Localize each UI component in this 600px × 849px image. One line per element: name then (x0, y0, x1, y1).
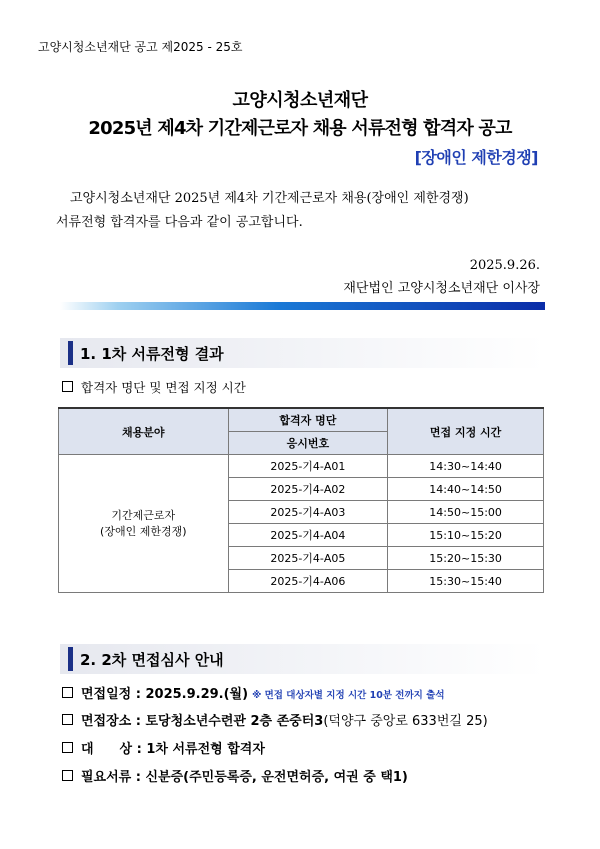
section-2-title: 2. 2차 면접심사 안내 (80, 651, 224, 669)
checkbox-square-icon (62, 381, 73, 392)
checkbox-square-icon (62, 742, 73, 753)
intro-line-2: 서류전형 합격자를 다음과 같이 공고합니다. (56, 215, 303, 230)
recruitment-field-line-1: 기간제근로자 (111, 508, 176, 522)
interview-place-item (62, 710, 488, 729)
passer-table (58, 407, 544, 593)
issuer-name: 재단법인 고양시청소년재단 이사장 (343, 281, 540, 296)
interview-schedule-item (62, 683, 445, 702)
competition-type-subtitle: [장애인 제한경쟁] (414, 148, 538, 167)
interview-target-text: 대 상 : 1차 서류전형 합격자 (81, 742, 265, 757)
table-caption (62, 378, 246, 396)
interview-time-cell: 14:30~14:40 (388, 455, 544, 478)
notice-number: 고양시청소년재단 공고 제2025 - 25호 (38, 40, 243, 54)
gradient-divider (60, 302, 545, 310)
checkbox-square-icon (62, 714, 73, 725)
checkbox-square-icon (62, 770, 73, 781)
interview-schedule-text: 면접일정 : 2025.9.29.(월) (81, 687, 249, 702)
column-header-field: 채용분야 (59, 408, 229, 455)
exam-number-cell: 2025-기4-A06 (228, 570, 388, 593)
table-caption-text: 합격자 명단 및 면접 지정 시간 (81, 380, 246, 395)
exam-number-cell: 2025-기4-A01 (228, 455, 388, 478)
column-header-interview-time: 면접 지정 시간 (388, 408, 544, 455)
exam-number-cell: 2025-기4-A05 (228, 547, 388, 570)
announcement-date: 2025.9.26. (469, 258, 540, 273)
table-row (59, 455, 544, 478)
interview-place-text: 면접장소 : 토당청소년수련관 2층 존중터3 (81, 714, 324, 729)
column-header-passers: 합격자 명단 (228, 408, 388, 432)
column-header-exam-number: 응시번호 (228, 432, 388, 455)
intro-line-1: 고양시청소년재단 2025년 제4차 기간제근로자 채용(장애인 제한경쟁) (70, 191, 469, 206)
page-title: 2025년 제4차 기간제근로자 채용 서류전형 합격자 공고 (88, 118, 512, 139)
section-marker (68, 341, 73, 365)
section-2-header (60, 644, 545, 674)
interview-target-item (62, 738, 265, 757)
interview-time-cell: 15:30~15:40 (388, 570, 544, 593)
recruitment-field-cell (59, 455, 229, 593)
section-marker (68, 647, 73, 671)
interview-place-address: (덕양구 중앙로 633번길 25) (323, 714, 488, 729)
section-1-title: 1. 1차 서류전형 결과 (80, 345, 224, 363)
section-1-header (60, 338, 545, 368)
interview-time-cell: 15:10~15:20 (388, 524, 544, 547)
exam-number-cell: 2025-기4-A03 (228, 501, 388, 524)
interview-time-cell: 15:20~15:30 (388, 547, 544, 570)
intro-paragraph (56, 187, 556, 235)
organization-title: 고양시청소년재단 (232, 90, 368, 111)
interview-arrival-note: ※ 면접 대상자별 지정 시간 10분 전까지 출석 (252, 690, 445, 701)
checkbox-square-icon (62, 687, 73, 698)
exam-number-cell: 2025-기4-A04 (228, 524, 388, 547)
recruitment-field-line-2: (장애인 제한경쟁) (100, 524, 187, 538)
interview-time-cell: 14:40~14:50 (388, 478, 544, 501)
required-documents-text: 필요서류 : 신분증(주민등록증, 운전면허증, 여권 중 택1) (81, 770, 408, 785)
interview-time-cell: 14:50~15:00 (388, 501, 544, 524)
exam-number-cell: 2025-기4-A02 (228, 478, 388, 501)
required-documents-item (62, 766, 408, 785)
